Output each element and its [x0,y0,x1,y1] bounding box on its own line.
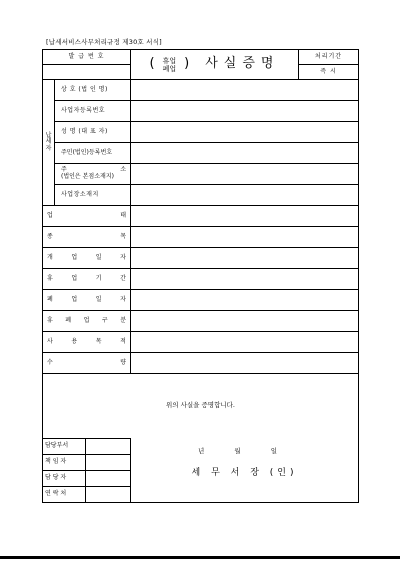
staff-table [43,438,131,502]
field-value-quantity[interactable] [131,353,359,374]
field-label-address: 주 소 (법인은 본점소재지) [55,164,131,185]
processing-period-value: 즉 시 [299,65,359,80]
field-label-resident-reg-no: 주민(법인)등록번호 [55,143,131,164]
issue-number-label: 발 급 번 호 [43,50,131,65]
signature-area [131,438,358,502]
field-value-business-type[interactable] [131,206,359,227]
field-label-representative: 성 명 (대 표 자) [55,122,131,143]
staff-label-manager: 책 임 자 [43,455,86,471]
field-value-resident-reg-no[interactable] [131,143,359,164]
field-value-shutdown-date[interactable] [131,290,359,311]
issue-number-field[interactable] [43,65,131,80]
field-value-opening-date[interactable] [131,248,359,269]
page-bottom-rule [0,556,400,559]
field-value-address[interactable] [131,164,359,185]
field-label-quantity: 수 량 [43,353,131,374]
field-label-shutdown-date: 폐 업 일 자 [43,290,131,311]
tax-office-signature: 세 무 서 장 (인) [191,468,298,479]
title-option-closure: 휴업 [162,56,177,65]
field-label-business-item: 종 목 [43,227,131,248]
field-value-business-location[interactable] [131,185,359,206]
staff-value-department[interactable] [86,439,131,455]
field-value-closure-period[interactable] [131,269,359,290]
field-value-representative[interactable] [131,122,359,143]
title-open-paren: ( [149,56,155,72]
issue-date: 년 월 일 [198,447,291,455]
field-label-closure-period: 휴 업 기 간 [43,269,131,290]
field-value-closure-type[interactable] [131,311,359,332]
field-value-business-reg-no[interactable] [131,101,359,122]
staff-label-department: 담당부서 [43,439,86,455]
title-option-shutdown: 폐업 [162,64,177,73]
staff-value-manager[interactable] [86,455,131,471]
document-title [131,50,299,80]
staff-label-officer: 담 당 자 [43,471,86,487]
field-label-business-type: 업 태 [43,206,131,227]
certificate-form [42,49,359,503]
field-value-company-name[interactable] [131,80,359,101]
staff-value-contact[interactable] [86,487,131,503]
staff-value-officer[interactable] [86,471,131,487]
signature-block [43,438,359,503]
field-value-business-item[interactable] [131,227,359,248]
certification-statement: 위의 사실을 증명합니다. [43,374,359,439]
field-value-purpose[interactable] [131,332,359,353]
field-label-business-location: 사업장소재지 [55,185,131,206]
title-close-paren: ) [184,56,190,72]
taxpayer-side-label: 납 세 자 [43,80,55,206]
field-label-company-name: 상 호 (법 인 명) [55,80,131,101]
field-label-purpose: 사 용 목 적 [43,332,131,353]
processing-period-label: 처리기간 [299,50,359,65]
staff-label-contact: 연 락 처 [43,487,86,503]
form-reference: [납세서비스사무처리규정 제30호 서식] [46,38,162,46]
field-label-opening-date: 개 업 일 자 [43,248,131,269]
field-label-closure-type: 휴 폐 업 구 분 [43,311,131,332]
title-main: 사실증명 [205,56,280,72]
field-label-business-reg-no: 사업자등록번호 [55,101,131,122]
